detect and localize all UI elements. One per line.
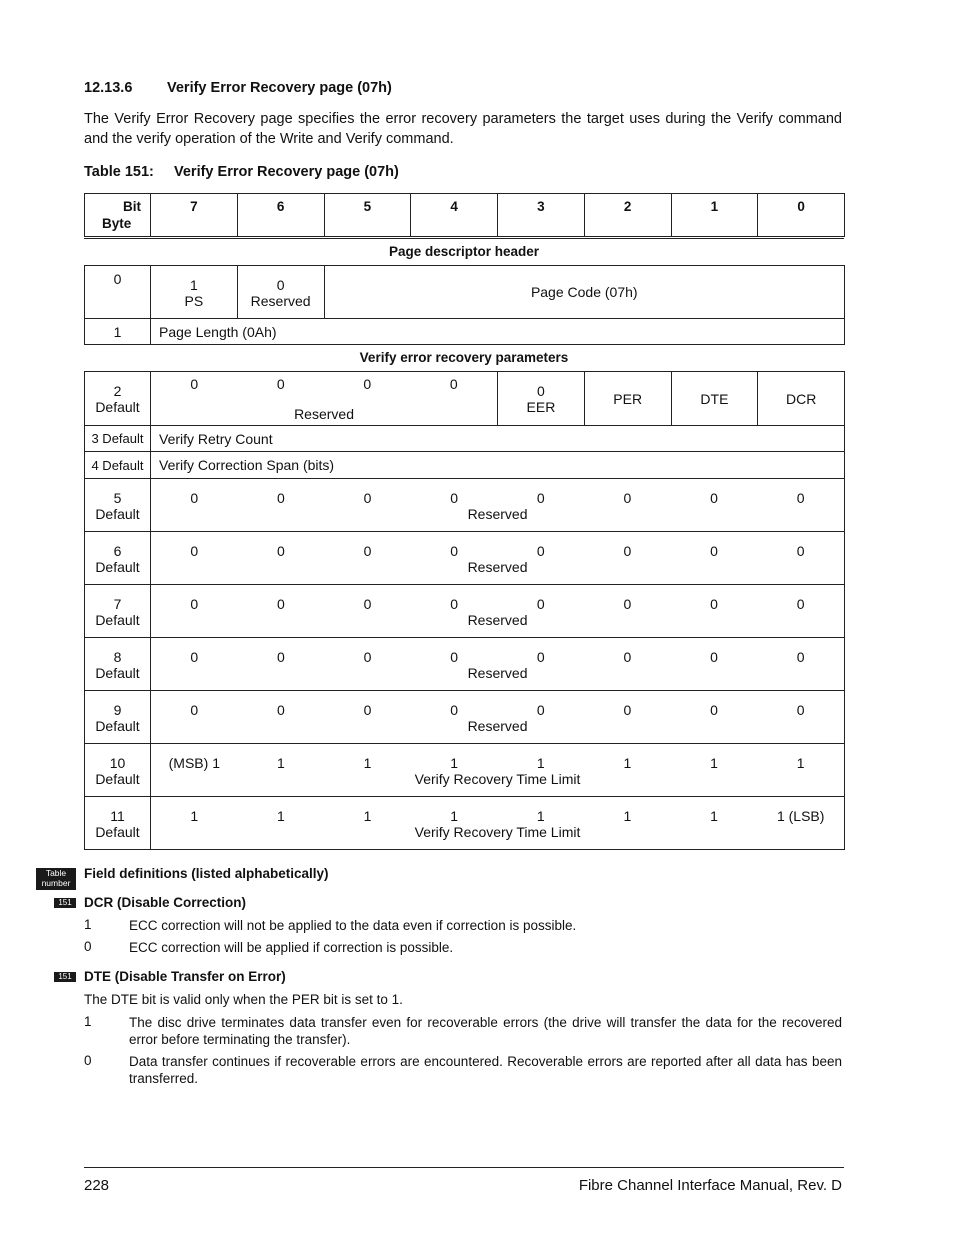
dcr-value-0: 0 <box>84 939 92 954</box>
byte-default: Default <box>95 717 140 734</box>
table-row <box>85 585 845 638</box>
bit-value: 0 <box>536 648 545 665</box>
byte-bits-cell <box>151 638 845 691</box>
bit-value: 0 <box>536 595 545 612</box>
manual-title: Fibre Channel Interface Manual, Rev. D <box>578 1177 842 1194</box>
verify-retry-count: Verify Retry Count <box>151 426 845 452</box>
bit-value: 0 <box>536 489 545 506</box>
field-label: Reserved <box>467 505 528 522</box>
byte-number: 5 <box>113 489 122 506</box>
byte-number-cell <box>85 691 151 744</box>
field-label: Verify Recovery Time Limit <box>414 770 581 787</box>
dte-desc-0: Data transfer continues if recoverable errors are encountered. Recoverable errors are reported after all data has been transferred. <box>129 1054 842 1086</box>
bit-value: 1 <box>623 807 632 824</box>
table-row <box>85 532 845 585</box>
byte-3-label: 3 Default <box>85 426 151 452</box>
table-number: Table 151: <box>84 164 154 180</box>
section-number: 12.13.6 <box>84 80 133 96</box>
bit-value: 0 <box>190 595 199 612</box>
byte0-reserved-value: 0 <box>276 276 285 293</box>
bit-value: 0 <box>710 489 718 506</box>
bit-1-header: 1 <box>671 194 758 237</box>
byte-number-cell <box>85 585 151 638</box>
byte-default: Default <box>95 505 140 522</box>
bit-value: 0 <box>796 489 805 506</box>
byte-default: Default <box>95 558 140 575</box>
field-label: Reserved <box>467 558 528 575</box>
intro-paragraph: The Verify Error Recovery page specifies the error recovery parameters the target uses during the Verify command and the verify operation of the Write and Verify command. <box>84 111 842 147</box>
section-title: Verify Error Recovery page (07h) <box>167 80 392 96</box>
bit-value: 1 (LSB) <box>776 807 825 824</box>
bit-value: 0 <box>796 542 805 559</box>
byte-number-cell <box>85 532 151 585</box>
dcr-table-tag: 151 <box>54 898 76 908</box>
table-row <box>85 691 845 744</box>
byte-bits-cell <box>151 744 845 797</box>
table-title: Verify Error Recovery page (07h) <box>174 164 399 180</box>
bit-value: 0 <box>277 489 285 506</box>
field-label: Reserved <box>467 611 528 628</box>
field-label: Reserved <box>467 664 528 681</box>
bit-value: 0 <box>623 701 632 718</box>
dte-desc-1: The disc drive terminates data transfer even for recoverable errors (the drive will transfer the data for the recovered error before terminating the transfer). <box>129 1015 842 1047</box>
byte0-reserved-label: Reserved <box>250 292 311 309</box>
bit-value: 0 <box>450 489 459 506</box>
per-cell: PER <box>584 372 671 426</box>
bit-value: 0 <box>190 542 199 559</box>
verify-correction-span: Verify Correction Span (bits) <box>151 452 845 479</box>
table-header <box>84 193 845 237</box>
footer-rule <box>84 1167 844 1168</box>
bit-6-header: 6 <box>237 194 324 237</box>
page-descriptor-table <box>84 265 845 345</box>
byte-bits-cell <box>151 585 845 638</box>
bit-value: 1 <box>536 807 545 824</box>
dte-value-0: 0 <box>84 1053 92 1068</box>
tag-line-2: number <box>41 878 71 888</box>
dte-note: The DTE bit is valid only when the PER bit is set to 1. <box>84 992 403 1007</box>
bit-value: 0 <box>363 489 372 506</box>
bit-value: 1 <box>450 807 459 824</box>
bit-4-header: 4 <box>411 194 498 237</box>
dte-title: DTE (Disable Transfer on Error) <box>84 969 286 984</box>
bit-value: 0 <box>190 489 199 506</box>
bit-2-header: 2 <box>584 194 671 237</box>
byte-default: Default <box>95 611 140 628</box>
dcr-desc-1: ECC correction will not be applied to the data even if correction is possible. <box>129 918 577 933</box>
bit-value: 1 <box>190 807 199 824</box>
byte-number: 7 <box>113 595 122 612</box>
byte-number: 11 <box>110 807 125 824</box>
bit-value: 0 <box>623 489 632 506</box>
bit-value: 1 <box>277 754 285 771</box>
bit-value: 0 <box>363 648 372 665</box>
table-row <box>85 479 845 532</box>
bit-value: 1 <box>363 754 372 771</box>
byte-number-cell <box>85 479 151 532</box>
byte-bits-cell <box>151 797 845 850</box>
byte-2-default: Default <box>95 399 140 415</box>
bit-value: 0 <box>277 701 285 718</box>
bit-value: (MSB) 1 <box>168 754 220 771</box>
byte-2-number: 2 <box>113 383 122 399</box>
section-heading <box>84 80 392 96</box>
byte2-bit6: 0 <box>276 376 285 392</box>
dte-table-tag: 151 <box>54 972 76 982</box>
field-label: Reserved <box>467 717 528 734</box>
table-caption <box>84 164 399 180</box>
field-label: Verify Recovery Time Limit <box>414 823 581 840</box>
bit-value: 0 <box>277 648 285 665</box>
page-length-cell: Page Length (0Ah) <box>151 319 845 345</box>
table-row <box>85 638 845 691</box>
bit-value: 0 <box>190 701 199 718</box>
dcr-value-1: 1 <box>84 917 92 932</box>
field-definitions-title: Field definitions (listed alphabetically) <box>84 866 329 881</box>
ps-label: PS <box>184 292 204 309</box>
bit-value: 0 <box>796 595 805 612</box>
byte-number-cell <box>85 638 151 691</box>
byte-number-cell <box>85 744 151 797</box>
bit-5-header: 5 <box>324 194 411 237</box>
byte-bits-cell <box>151 532 845 585</box>
byte-number: 10 <box>109 754 126 771</box>
byte2-bit4: 0 <box>449 376 458 392</box>
verify-params-table <box>84 371 845 850</box>
header-double-rule <box>84 238 844 239</box>
dcr-desc-0: ECC correction will be applied if correction is possible. <box>129 940 454 955</box>
bit-value: 0 <box>277 595 285 612</box>
eer-value: 0 <box>537 383 545 399</box>
dcr-title: DCR (Disable Correction) <box>84 895 247 910</box>
bit-value: 0 <box>363 701 372 718</box>
bit-value: 1 <box>277 807 285 824</box>
bit-value: 0 <box>277 542 285 559</box>
bit-label: Bit <box>123 199 141 214</box>
page-descriptor-header: Page descriptor header <box>388 244 540 259</box>
byte-default: Default <box>95 770 140 787</box>
bit-value: 1 <box>796 754 805 771</box>
table-number-tag <box>36 868 76 890</box>
bit-value: 0 <box>710 701 718 718</box>
byte-default: Default <box>95 823 140 840</box>
bit-value: 1 <box>623 754 632 771</box>
bit-value: 0 <box>796 701 805 718</box>
bit-value: 1 <box>536 754 545 771</box>
bit-value: 0 <box>450 595 459 612</box>
dcr-cell: DCR <box>758 372 845 426</box>
byte-bits-cell <box>151 691 845 744</box>
bit-value: 1 <box>710 754 718 771</box>
bit-value: 0 <box>536 542 545 559</box>
byte-number: 9 <box>113 701 122 718</box>
bit-7-header: 7 <box>151 194 238 237</box>
bit-3-header: 3 <box>498 194 585 237</box>
bit-value: 0 <box>450 648 459 665</box>
byte-number: 6 <box>113 542 122 559</box>
dte-value-1: 1 <box>84 1014 92 1029</box>
byte2-bit5: 0 <box>363 376 372 392</box>
bit-0-header: 0 <box>758 194 845 237</box>
byte-4-label: 4 Default <box>85 452 151 479</box>
byte-number: 8 <box>113 648 122 665</box>
bit-value: 0 <box>710 595 718 612</box>
byte-label: Byte <box>102 216 132 231</box>
byte0-reserved-cell <box>237 266 324 319</box>
byte-default: Default <box>95 664 140 681</box>
ps-value: 1 <box>189 276 198 293</box>
bit-value: 0 <box>710 542 718 559</box>
bit-value: 1 <box>450 754 459 771</box>
bit-value: 0 <box>623 542 632 559</box>
byte2-bit7: 0 <box>190 376 199 392</box>
byte-0-cell <box>85 266 151 319</box>
table-row <box>85 797 845 850</box>
bit-value: 0 <box>710 648 718 665</box>
bit-value: 1 <box>710 807 718 824</box>
bit-value: 0 <box>363 595 372 612</box>
page-code-cell: Page Code (07h) <box>324 266 845 319</box>
bit-byte-cell <box>85 194 151 237</box>
bit-value: 0 <box>623 595 632 612</box>
byte-2-cell <box>85 372 151 426</box>
ps-cell <box>151 266 238 319</box>
page-number: 228 <box>84 1177 110 1194</box>
bit-value: 1 <box>363 807 372 824</box>
verify-params-header: Verify error recovery parameters <box>359 350 569 365</box>
byte-0-number: 0 <box>113 271 122 287</box>
eer-label: EER <box>526 399 556 415</box>
byte-bits-cell <box>151 479 845 532</box>
bit-value: 0 <box>363 542 372 559</box>
byte2-reserved-cell <box>151 372 498 426</box>
bit-value: 0 <box>450 542 459 559</box>
tag-line-1: Table <box>45 868 67 878</box>
byte2-reserved-label: Reserved <box>294 406 354 422</box>
byte-number-cell <box>85 797 151 850</box>
bit-value: 0 <box>536 701 545 718</box>
byte-1-number: 1 <box>85 319 151 345</box>
eer-cell <box>498 372 585 426</box>
table-row <box>85 744 845 797</box>
dte-cell: DTE <box>671 372 758 426</box>
bit-value: 0 <box>796 648 805 665</box>
bit-value: 0 <box>450 701 459 718</box>
bit-value: 0 <box>623 648 632 665</box>
bit-value: 0 <box>190 648 199 665</box>
